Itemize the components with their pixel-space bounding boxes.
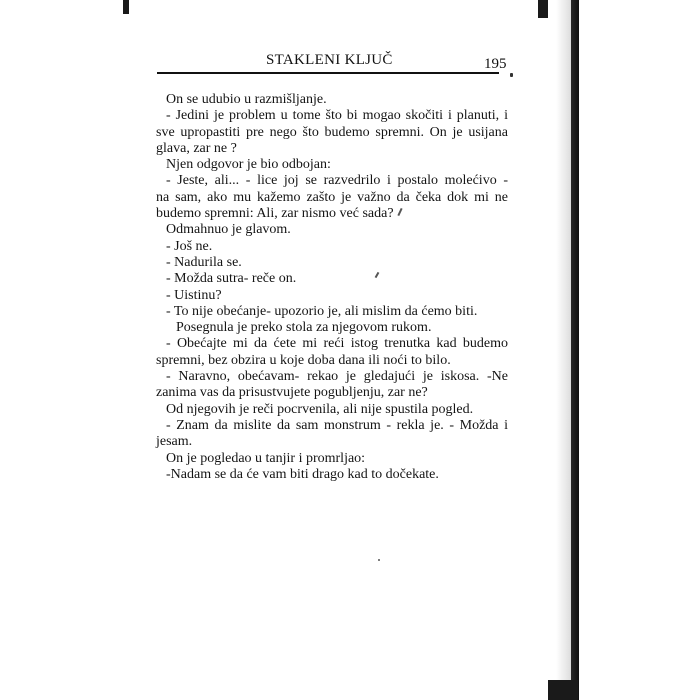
text-line: - Naravno, obećavam- rekao je gledajući je iskosa. -Ne: [166, 369, 508, 385]
text-line: Posegnula je preko stola za njegovom rukom.: [176, 320, 432, 336]
scan-edge-shadow: [548, 680, 578, 700]
page-number: 195: [484, 56, 507, 72]
text-line: jesam.: [156, 434, 193, 450]
text-line: - Možda sutra- reče on.: [166, 271, 297, 287]
text-line: budemo spremni: Ali, zar nismo već sada?: [156, 206, 394, 222]
text-line: Njen odgovor je bio odbojan:: [166, 157, 331, 173]
text-line: -Nadam se da će vam biti drago kad to dočekate.: [166, 466, 439, 482]
text-line: On je pogledao u tanjir i promrljao:: [166, 450, 366, 466]
text-line: spremni, bez obzira u koje doba dana ili noći to bilo.: [156, 352, 451, 368]
text-line: - Jeste, ali... - lice joj se razvedrilo i postalo molećivo -: [166, 173, 508, 189]
header-rule: [157, 72, 499, 74]
text-line: sve upropastiti pre nego što budemo spremni. On je usijana: [156, 124, 508, 140]
book-title: STAKLENI KLJUČ: [266, 52, 393, 68]
scan-speck: [378, 559, 380, 561]
text-line: Od njegovih je reči pocrvenila, ali nije spustila pogled.: [166, 401, 474, 417]
text-line: Odmahnuo je glavom.: [166, 222, 291, 238]
text-line: - Obećajte mi da ćete mi reći istog trenutka kad budemo: [166, 336, 508, 352]
scan-speck: [510, 73, 513, 77]
text-line: - Nadurila se.: [166, 254, 242, 270]
text-line: glava, zar ne ?: [156, 140, 237, 156]
text-line: On se udubio u razmišljanje.: [166, 92, 327, 107]
text-line: - Znam da mislite da sam monstrum - rekla je. - Možda i: [166, 417, 508, 433]
text-line: - Uistinu?: [166, 287, 222, 303]
text-line: - Jedini je problem u tome što bi mogao skočiti i planuti, i: [166, 108, 508, 124]
running-header: [0, 0, 700, 90]
scan-edge-border: [571, 0, 579, 700]
text-line: - To nije obećanje- upozorio je, ali mislim da ćemo biti.: [166, 303, 478, 319]
text-line: na sam, ako mu kažemo zašto je važno da čeka dok mi ne: [156, 189, 508, 205]
text-line: - Još ne.: [166, 238, 213, 254]
page-gutter-shadow: [556, 0, 571, 700]
page-body-text: [156, 92, 508, 483]
text-line: zanima vas da prisustvujete pogubljenju, zar ne?: [156, 385, 428, 401]
